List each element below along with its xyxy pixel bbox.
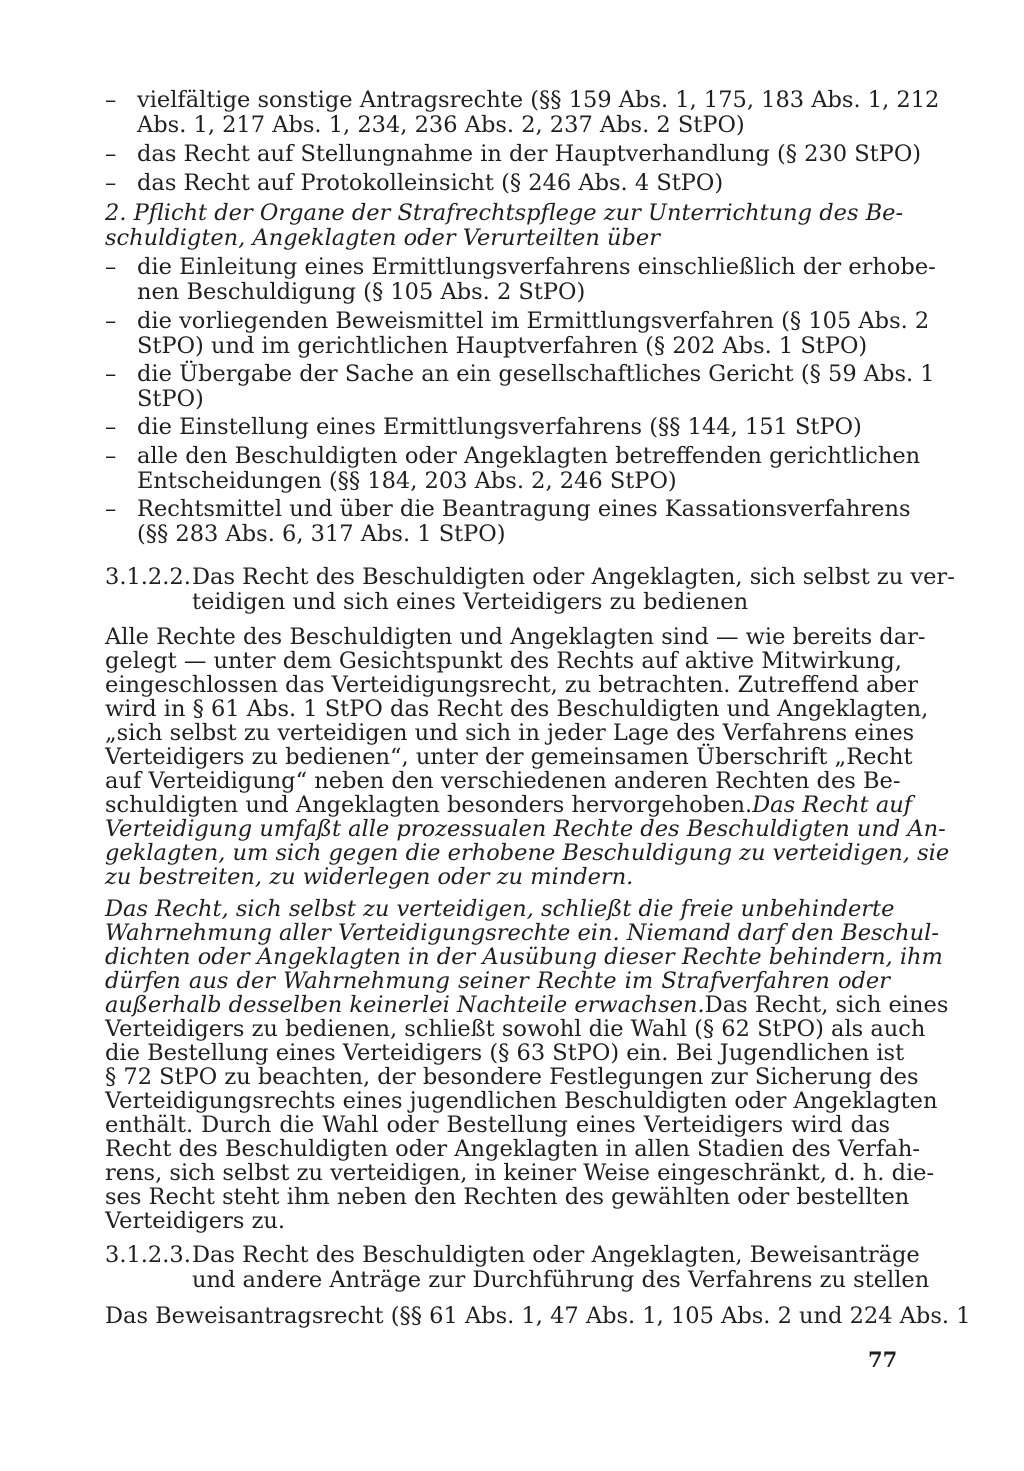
paragraph-italic-text: außerhalb desselben keinerlei Nachteile erwachsen. [105, 992, 705, 1018]
list-item: die Einstellung eines Ermittlungsverfahrens (§§ 144, 151 StPO) [137, 414, 862, 440]
point-heading-cont: schuldigten, Angeklagten oder Verurteilten über [105, 225, 660, 251]
paragraph-line: Das Beweisantragsrecht (§§ 61 Abs. 1, 47 Abs. 1, 105 Abs. 2 und 224 Abs. 1 [105, 1303, 971, 1329]
list-dash: – [105, 443, 117, 469]
list-item: die vorliegenden Beweismittel im Ermittlungsverfahren (§ 105 Abs. 2 [137, 308, 930, 334]
list-dash: – [105, 308, 117, 334]
paragraph-line-mixed [105, 992, 949, 1018]
list-item: das Recht auf Protokolleinsicht (§ 246 Abs. 4 StPO) [137, 170, 724, 196]
paragraph-line: Verteidigers zu. [105, 1208, 286, 1234]
paragraph-italic-line: Verteidigung umfaßt alle prozessualen Rechte des Beschuldigten und An- [105, 816, 946, 842]
paragraph-line: ses Recht steht ihm neben den Rechten des gewählten oder bestellten [105, 1184, 910, 1210]
paragraph-line: § 72 StPO zu beachten, der besondere Festlegungen zur Sicherung des [105, 1064, 919, 1090]
paragraph-italic-line: geklagten, um sich gegen die erhobene Beschuldigung zu verteidigen, sie [105, 840, 950, 866]
list-item-cont: StPO) und im gerichtlichen Hauptverfahren (§ 202 Abs. 1 StPO) [137, 333, 868, 359]
list-dash: – [105, 141, 117, 167]
list-item: die Übergabe der Sache an ein gesellschaftliches Gericht (§ 59 Abs. 1 [137, 361, 935, 387]
paragraph-italic-line: Das Recht, sich selbst zu verteidigen, schließt die freie unbehinderte [105, 896, 895, 922]
paragraph-line: „sich selbst zu verteidigen und sich in jeder Lage des Verfahrens eines [105, 720, 915, 746]
paragraph-line: gelegt — unter dem Gesichtspunkt des Rechts auf aktive Mitwirkung, [105, 648, 902, 674]
list-dash: – [105, 87, 117, 113]
section-heading: Das Recht des Beschuldigten oder Angeklagten, Beweisanträge [192, 1242, 920, 1268]
paragraph-italic-line: Wahrnehmung aller Verteidigungsrechte ein. Niemand darf den Beschul- [105, 920, 939, 946]
list-item-cont: Abs. 1, 217 Abs. 1, 234, 236 Abs. 2, 237 Abs. 2 StPO) [137, 112, 745, 138]
list-dash: – [105, 361, 117, 387]
paragraph-line: rens, sich selbst zu verteidigen, in keiner Weise eingeschränkt, d. h. die- [105, 1160, 935, 1186]
paragraph-line: eingeschlossen das Verteidigungsrecht, zu betrachten. Zutreffend aber [105, 672, 919, 698]
list-item-cont: nen Beschuldigung (§ 105 Abs. 2 StPO) [137, 279, 586, 305]
list-item-cont: (§§ 283 Abs. 6, 317 Abs. 1 StPO) [137, 521, 506, 547]
paragraph-line-mixed [105, 792, 913, 818]
list-item: die Einleitung eines Ermittlungsverfahrens einschließlich der erhobe- [137, 254, 936, 280]
paragraph-italic-line: zu bestreiten, zu widerlegen oder zu mindern. [105, 864, 634, 890]
paragraph-text: schuldigten und Angeklagten besonders hervorgehoben. [105, 792, 753, 818]
paragraph-italic-line: dürfen aus der Wahrnehmung seiner Rechte im Strafverfahren oder [105, 968, 890, 994]
list-dash: – [105, 254, 117, 280]
paragraph-line: Verteidigers zu bedienen, schließt sowohl die Wahl (§ 62 StPO) als auch [105, 1016, 926, 1042]
paragraph-line: Alle Rechte des Beschuldigten und Angeklagten sind — wie bereits dar- [105, 624, 926, 650]
paragraph-italic-line: dichten oder Angeklagten in der Ausübung dieser Rechte behindern, ihm [105, 944, 943, 970]
paragraph-line: Verteidigungsrechts eines jugendlichen Beschuldigten oder Angeklagten [105, 1088, 938, 1114]
list-item: das Recht auf Stellungnahme in der Hauptverhandlung (§ 230 StPO) [137, 141, 922, 167]
paragraph-line: wird in § 61 Abs. 1 StPO das Recht des Beschuldigten und Angeklagten, [105, 696, 929, 722]
section-number: 3.1.2.3. [105, 1242, 191, 1268]
page-number: 77 [868, 1347, 898, 1372]
list-item: Rechtsmittel und über die Beantragung eines Kassationsverfahrens [137, 496, 911, 522]
section-heading: Das Recht des Beschuldigten oder Angeklagten, sich selbst zu ver- [192, 564, 955, 590]
paragraph-line: enthält. Durch die Wahl oder Bestellung eines Verteidigers wird das [105, 1112, 890, 1138]
paragraph-line: die Bestellung eines Verteidigers (§ 63 StPO) ein. Bei Jugendlichen ist [105, 1040, 905, 1066]
paragraph-text: Das Recht, sich eines [704, 992, 949, 1018]
list-dash: – [105, 414, 117, 440]
point-heading: 2. Pflicht der Organe der Strafrechtspflege zur Unterrichtung des Be- [105, 200, 904, 226]
paragraph-italic-text: Das Recht auf [752, 792, 913, 818]
list-dash: – [105, 170, 117, 196]
paragraph-line: auf Verteidigung“ neben den verschiedenen anderen Rechten des Be- [105, 768, 901, 794]
list-dash: – [105, 496, 117, 522]
list-item: alle den Beschuldigten oder Angeklagten betreffenden gerichtlichen [137, 443, 921, 469]
list-item-cont: Entscheidungen (§§ 184, 203 Abs. 2, 246 StPO) [137, 468, 677, 494]
section-heading-cont: und andere Anträge zur Durchführung des Verfahrens zu stellen [192, 1267, 930, 1293]
list-item-cont: StPO) [137, 386, 204, 412]
paragraph-line: Recht des Beschuldigten oder Angeklagten in allen Stadien des Verfah- [105, 1136, 920, 1162]
paragraph-line: Verteidigers zu bedienen“, unter der gemeinsamen Überschrift „Recht [105, 744, 913, 770]
section-number: 3.1.2.2. [105, 564, 191, 590]
list-item: vielfältige sonstige Antragsrechte (§§ 159 Abs. 1, 175, 183 Abs. 1, 212 [137, 87, 940, 113]
section-heading-cont: teidigen und sich eines Verteidigers zu bedienen [192, 589, 749, 615]
